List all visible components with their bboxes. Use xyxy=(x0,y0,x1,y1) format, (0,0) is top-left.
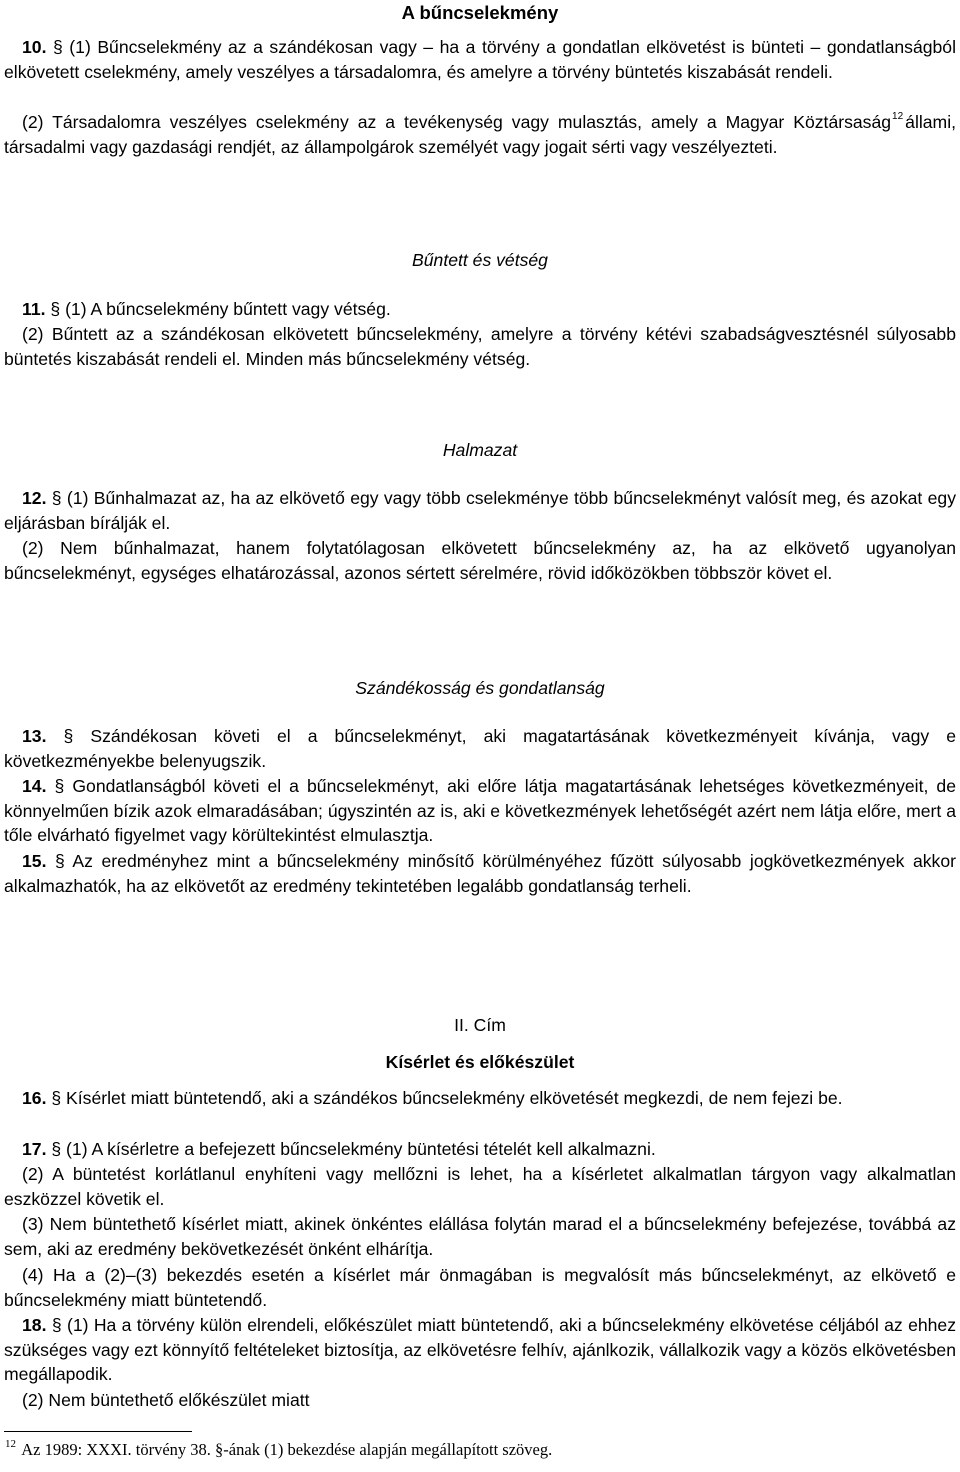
paragraph-11-2-text: (2) Bűntett az a szándékosan elkövetett bűncselekmény, amelyre a törvény kétévi szabadságvesztésnél súlyosabb büntetés kiszabását rendeli el. Minden más bűncselekmény vétség. xyxy=(4,324,956,369)
paragraph-17-2 xyxy=(4,1162,956,1211)
paragraph-17-2-text: (2) A büntetést korlátlanul enyhíteni vagy mellőzni is lehet, ha a kísérletet alkalmatlan tárgyon vagy alkalmatlan eszközzel követik el. xyxy=(4,1164,956,1209)
paragraph-12-2-text: (2) Nem bűnhalmazat, hanem folytatólagosan elkövetett bűncselekmény az, ha az elkövető ugyanolyan bűncselekményt, egységes elhatározással, azonos sértett sérelmére, rövid időközökben többször követ el. xyxy=(4,538,956,583)
paragraph-17-3-text: (3) Nem büntethető kísérlet miatt, akinek önkéntes elállása folytán marad el a bűncselekmény befejezése, továbbá az sem, aki az eredmény bekövetkezését önként elhárítja. xyxy=(4,1214,956,1259)
section-15 xyxy=(4,849,956,898)
chapter-title: II. Cím xyxy=(454,1015,506,1035)
section-sign: § xyxy=(54,776,65,796)
section-17 xyxy=(4,1137,956,1162)
section-number: 12. xyxy=(22,488,47,508)
section-number: 18. xyxy=(22,1315,47,1335)
paragraph-17-1: (1) A kísérletre a befejezett bűncselekmény büntetési tételét kell alkalmazni. xyxy=(66,1139,656,1159)
section-sign: § xyxy=(55,851,65,871)
section-12 xyxy=(4,486,956,535)
section-sign: § xyxy=(51,1088,62,1108)
paragraph-17-4-text: (4) Ha a (2)–(3) bekezdés esetén a kísérlet már önmagában is megvalósít más bűncselekményt, az elkövető e bűncselekmény miatt büntetendő. xyxy=(4,1265,956,1310)
paragraph-12-1: (1) Bűnhalmazat az, ha az elkövető egy vagy több cselekménye több bűncselekményt valósít meg, és azokat egy eljárásban bírálják el. xyxy=(4,488,956,533)
footnote-text: Az 1989: XXXI. törvény 38. §-ának (1) bekezdése alapján megállapított szöveg. xyxy=(21,1440,553,1459)
section-sign: § xyxy=(51,1139,62,1159)
footnote-divider xyxy=(4,1431,192,1432)
heading-kiserlet-es-elokeszulet: Kísérlet és előkészület xyxy=(385,1052,575,1072)
section-18 xyxy=(4,1313,956,1387)
section-13 xyxy=(4,724,956,773)
paragraph-18-2-text: (2) Nem büntethető előkészület miatt xyxy=(22,1390,310,1410)
paragraph-17-3 xyxy=(4,1212,956,1261)
paragraph-10-2-part-b: állami, társadalmi vagy gazdasági rendjét, az állampolgárok személyét vagy jogait sérti vagy veszélyezteti. xyxy=(4,112,956,157)
section-sign: § xyxy=(50,299,61,319)
paragraph-10-2 xyxy=(4,110,956,159)
paragraph-10-2-part-a: (2) Társadalomra veszélyes cselekmény az a tevékenység vagy mulasztás, amely a Magyar Köztársaság xyxy=(22,112,892,132)
paragraph-14: Gondatlanságból követi el a bűncselekményt, aki előre látja magatartásának lehetséges következményeit, de könnyelműen bízik azok elmaradásában; úgyszintén az is, aki e következmények lehetőségét azért nem látja előre, mert a tőle elvárható figyelmet vagy körültekintést elmulasztja. xyxy=(4,776,956,846)
paragraph-18-2 xyxy=(4,1388,956,1413)
paragraph-15: Az eredményhez mint a bűncselekmény minősítő körülményéhez fűzött súlyosabb jogkövetkezmények akkor alkalmazhatók, ha az elkövetőt az eredmény tekintetében legalább gondatlanság terheli. xyxy=(4,851,956,896)
footnote-reference[interactable]: 12 xyxy=(892,111,904,123)
section-number: 17. xyxy=(22,1139,47,1159)
section-number: 11. xyxy=(22,299,46,319)
section-14 xyxy=(4,774,956,848)
section-10 xyxy=(4,35,956,84)
page-title: A bűncselekmény xyxy=(401,2,559,23)
section-sign: § xyxy=(52,37,63,57)
section-sign: § xyxy=(63,726,74,746)
paragraph-13: Szándékosan követi el a bűncselekményt, aki magatartásának következményeit kívánja, vagy e következményekbe belenyugszik. xyxy=(4,726,957,771)
heading-halmazat: Halmazat xyxy=(442,440,518,460)
paragraph-16: Kísérlet miatt büntetendő, aki a szándékos bűncselekmény elkövetését megkezdi, de nem fejezi be. xyxy=(66,1088,843,1108)
footnote xyxy=(4,1439,552,1461)
paragraph-18-1: (1) Ha a törvény külön elrendeli, előkészület miatt büntetendő, aki a bűncselekmény elkövetése céljából az ehhez szükséges vagy ezt könnyítő feltételeket biztosítja, az elkövetésre felhív, ajánlkozik, vállalkozik vagy a közös elkövetésben megállapodik. xyxy=(4,1315,957,1385)
section-16 xyxy=(4,1086,956,1111)
paragraph-11-2 xyxy=(4,322,956,371)
paragraph-12-2 xyxy=(4,536,956,585)
section-number: 14. xyxy=(22,776,47,796)
heading-buntett-es-vetseg: Bűntett és vétség xyxy=(412,250,548,270)
section-number: 13. xyxy=(22,726,47,746)
paragraph-11-1: (1) A bűncselekmény bűntett vagy vétség. xyxy=(65,299,391,319)
section-number: 16. xyxy=(22,1088,47,1108)
heading-szandekossag-es-gondatlansag: Szándékosság és gondatlanság xyxy=(355,678,605,698)
section-number: 15. xyxy=(22,851,47,871)
paragraph-17-4 xyxy=(4,1263,956,1312)
section-number: 10. xyxy=(22,37,47,57)
paragraph-10-1: (1) Bűncselekmény az a szándékosan vagy – ha a törvény a gondatlan elkövetést is bünteti – gondatlanságból elkövetett cselekmény, amely veszélyes a társadalomra, és amelyre a törvény büntetés kiszabását rendeli. xyxy=(4,37,956,82)
footnote-number: 12 xyxy=(5,1437,16,1450)
section-11 xyxy=(4,297,956,322)
section-sign: § xyxy=(51,1315,62,1335)
section-sign: § xyxy=(51,488,62,508)
